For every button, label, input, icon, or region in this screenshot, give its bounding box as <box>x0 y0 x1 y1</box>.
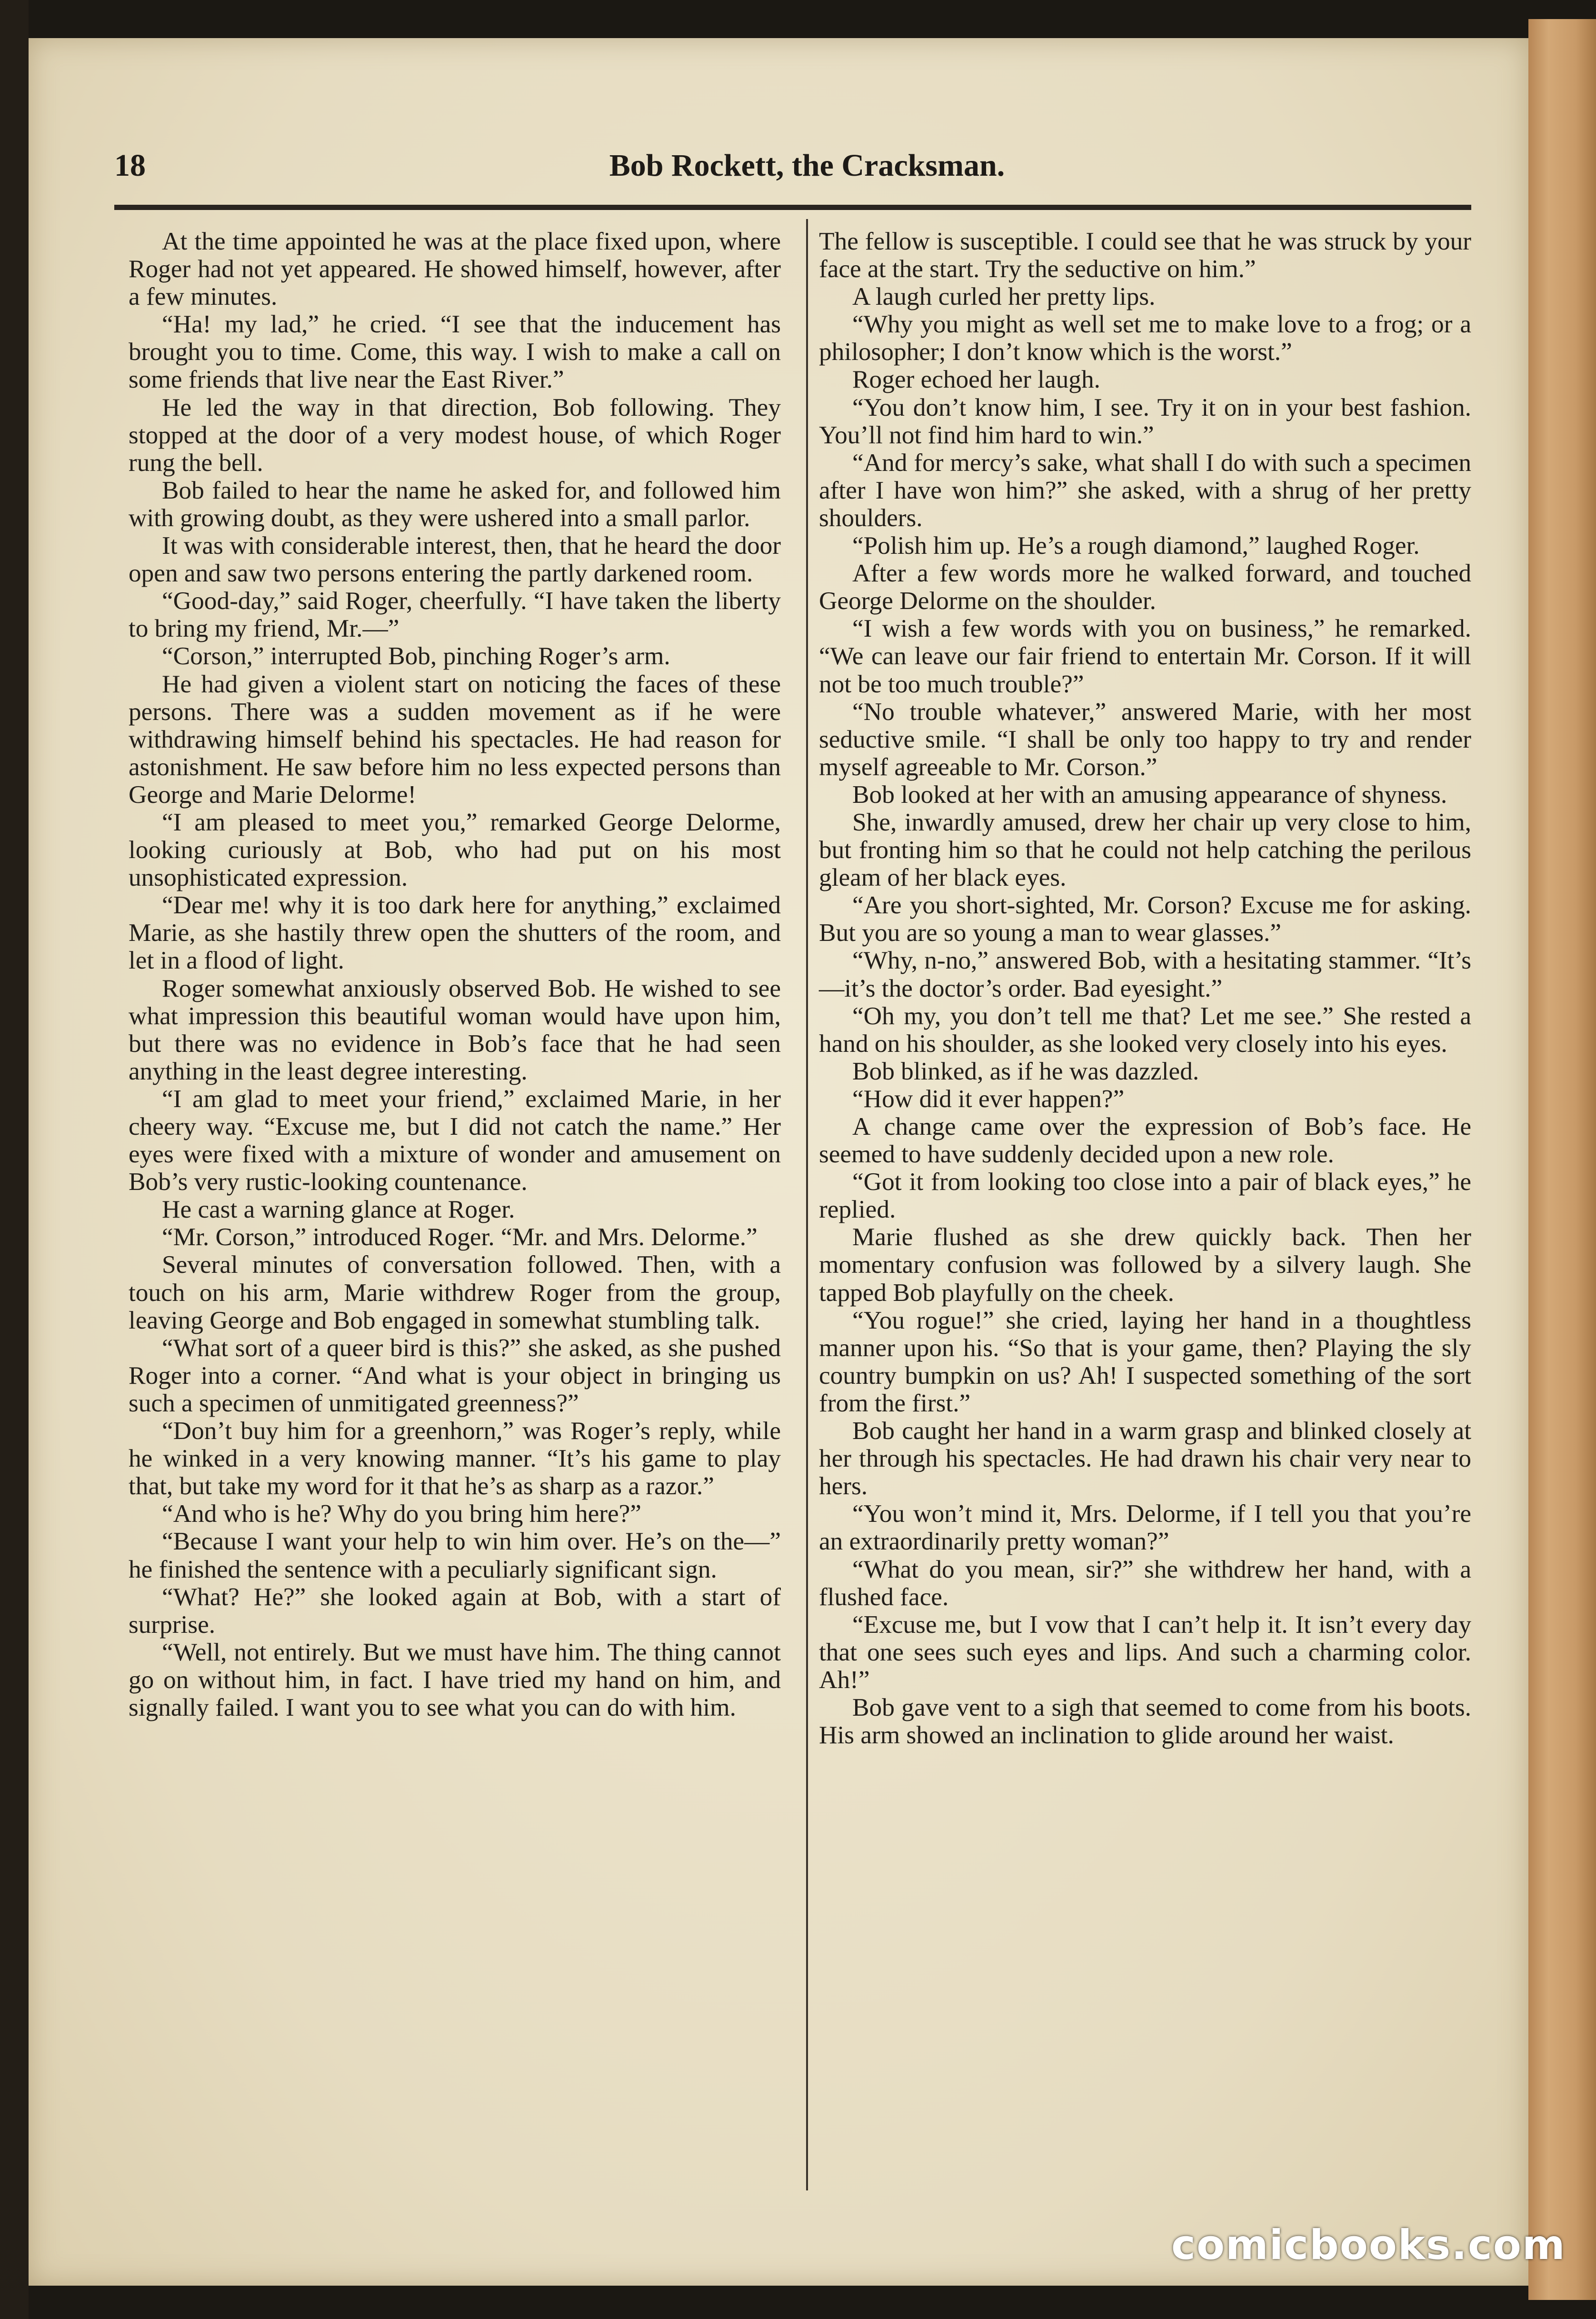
paragraph: At the time appointed he was at the place fixed upon, where Roger had not yet appeared. He showed himself, however, after a few minutes. <box>129 227 781 311</box>
paragraph: “I wish a few words with you on business,” he remarked. “We can leave our fair friend to entertain Mr. Corson. If it will not be too much trouble?” <box>819 614 1471 698</box>
paragraph: She, inwardly amused, drew her chair up very close to him, but fronting him so that he could not help catching the perilous gleam of her black eyes. <box>819 808 1471 892</box>
paragraph: “How did it ever happen?” <box>852 1084 1125 1113</box>
paragraph: “And for mercy’s sake, what shall I do with such a specimen after I have won him?” she asked, with a shrug of her pretty shoulders. <box>819 448 1471 532</box>
paragraph: “I am glad to meet your friend,” exclaimed Marie, in her cheery way. “Excuse me, but I did not catch the name.” Her eyes were fixed with a mixture of wonder and amusement on Bob’s very rustic-looking countenance. <box>129 1084 781 1196</box>
paragraph: A laugh curled her pretty lips. <box>852 282 1156 311</box>
paragraph: “Because I want your help to win him over. He’s on the—” he finished the sentence with a peculiarly significant sign. <box>129 1527 781 1583</box>
paragraph: “Got it from looking too close into a pair of black eyes,” he replied. <box>819 1168 1471 1224</box>
page-number: 18 <box>114 148 146 183</box>
scan-left-edge <box>0 0 29 2319</box>
page-header <box>114 143 1471 200</box>
paragraph: Bob failed to hear the name he asked for, and followed him with growing doubt, as they were ushered into a small parlor. <box>129 476 781 532</box>
paragraph: He had given a violent start on noticing the faces of these persons. There was a sudden movement as if he were withdrawing himself behind his spectacles. He had reason for astonishment. He saw before him no less expected persons than George and Marie Delorme! <box>129 670 781 809</box>
paragraph: “You rogue!” she cried, laying her hand in a thoughtless manner upon his. “So that is your game, then? Playing the sly country bumpkin on us? Ah! I suspected something of the sort from the first.” <box>819 1306 1471 1417</box>
paragraph: Marie flushed as she drew quickly back. Then her momentary confusion was followed by a silvery laugh. She tapped Bob playfully on the cheek. <box>819 1223 1471 1307</box>
paragraph: It was with considerable interest, then, that he heard the door open and saw two persons entering the partly darkened room. <box>129 531 781 588</box>
paragraph: “Excuse me, but I vow that I can’t help it. It isn’t every day that one sees such eyes and lips. And such a charming color. Ah!” <box>819 1610 1471 1694</box>
paragraph: “Oh my, you don’t tell me that? Let me see.” She rested a hand on his shoulder, as she looked very closely into his eyes. <box>819 1001 1471 1058</box>
paragraph: “And who is he? Why do you bring him here?” <box>162 1499 641 1528</box>
paragraph: Bob gave vent to a sigh that seemed to come from his boots. His arm showed an inclination to glide around her waist. <box>819 1693 1471 1749</box>
scan-right-page-edge <box>1528 19 1596 2300</box>
paragraph: “Mr. Corson,” introduced Roger. “Mr. and Mrs. Delorme.” <box>162 1223 758 1251</box>
paragraph: “Polish him up. He’s a rough diamond,” laughed Roger. <box>852 531 1420 560</box>
paragraph: Bob looked at her with an amusing appearance of shyness. <box>852 780 1447 809</box>
running-title: Bob Rockett, the Cracksman. <box>609 148 1005 183</box>
paragraph: “What do you mean, sir?” she withdrew her hand, with a flushed face. <box>819 1555 1471 1611</box>
paragraph: “Are you short-sighted, Mr. Corson? Excuse me for asking. But you are so young a man to wear glasses.” <box>819 891 1471 947</box>
paragraph: Bob caught her hand in a warm grasp and blinked closely at her through his spectacles. He had drawn his chair very near to hers. <box>819 1417 1471 1500</box>
paragraph: The fellow is susceptible. I could see that he was struck by your face at the start. Try the seductive on him.” <box>819 227 1471 283</box>
left-text-column <box>129 228 781 1721</box>
paragraph: “Why, n-no,” answered Bob, with a hesitating stammer. “It’s—it’s the doctor’s order. Bad eyesight.” <box>819 946 1471 1002</box>
paragraph: Several minutes of conversation followed. Then, with a touch on his arm, Marie withdrew Roger from the group, leaving George and Bob engaged in somewhat stumbling talk. <box>129 1250 781 1334</box>
paragraph: “You don’t know him, I see. Try it on in your best fashion. You’ll not find him hard to win.” <box>819 393 1471 449</box>
right-text-column <box>819 228 1471 1749</box>
paragraph: “I am pleased to meet you,” remarked George Delorme, looking curiously at Bob, who had put on his most unsophisticated expression. <box>129 808 781 892</box>
paragraph: “What sort of a queer bird is this?” she asked, as she pushed Roger into a corner. “And what is your object in bringing us such a specimen of unmitigated greenness?” <box>129 1333 781 1417</box>
paragraph: “What? He?” she looked again at Bob, with a start of surprise. <box>129 1582 781 1639</box>
paragraph: “No trouble whatever,” answered Marie, with her most seductive smile. “I shall be only too happy to try and render myself agreeable to Mr. Corson.” <box>819 697 1471 781</box>
paragraph: He led the way in that direction, Bob following. They stopped at the door of a very modest house, of which Roger rung the bell. <box>129 393 781 477</box>
paragraph: “Good-day,” said Roger, cheerfully. “I have taken the liberty to bring my friend, Mr.—” <box>129 587 781 643</box>
paragraph: A change came over the expression of Bob’s face. He seemed to have suddenly decided upon a new role. <box>819 1112 1471 1169</box>
paragraph: After a few words more he walked forward, and touched George Delorme on the shoulder. <box>819 559 1471 615</box>
column-divider <box>806 219 808 2190</box>
watermark-logo: comicbooks.com <box>1171 2221 1566 2269</box>
paragraph: “Ha! my lad,” he cried. “I see that the inducement has brought you to time. Come, this way. I wish to make a call on some friends that live near the East River.” <box>129 310 781 394</box>
paragraph: Roger echoed her laugh. <box>852 365 1100 394</box>
paragraph: He cast a warning glance at Roger. <box>162 1195 515 1224</box>
paragraph: “Corson,” interrupted Bob, pinching Roger’s arm. <box>162 642 670 670</box>
paragraph: Bob blinked, as if he was dazzled. <box>852 1057 1199 1085</box>
paragraph: Roger somewhat anxiously observed Bob. He wished to see what impression this beautiful woman would have upon him, but there was no evidence in Bob’s face that he had seen anything in the least degree interesting. <box>129 974 781 1085</box>
paragraph: “Well, not entirely. But we must have him. The thing cannot go on without him, in fact. I have tried my hand on him, and signally failed. I want you to see what you can do with him. <box>129 1638 781 1721</box>
header-rule <box>114 205 1471 210</box>
paragraph: “You won’t mind it, Mrs. Delorme, if I tell you that you’re an extraordinarily pretty woman?” <box>819 1499 1471 1556</box>
paragraph: “Don’t buy him for a greenhorn,” was Roger’s reply, while he winked in a very knowing manner. “It’s his game to play that, but take my word for it that he’s as sharp as a razor.” <box>129 1417 781 1500</box>
paragraph: “Dear me! why it is too dark here for anything,” exclaimed Marie, as she hastily threw open the shutters of the room, and let in a flood of light. <box>129 891 781 975</box>
paragraph: “Why you might as well set me to make love to a frog; or a philosopher; I don’t know which is the worst.” <box>819 310 1471 366</box>
